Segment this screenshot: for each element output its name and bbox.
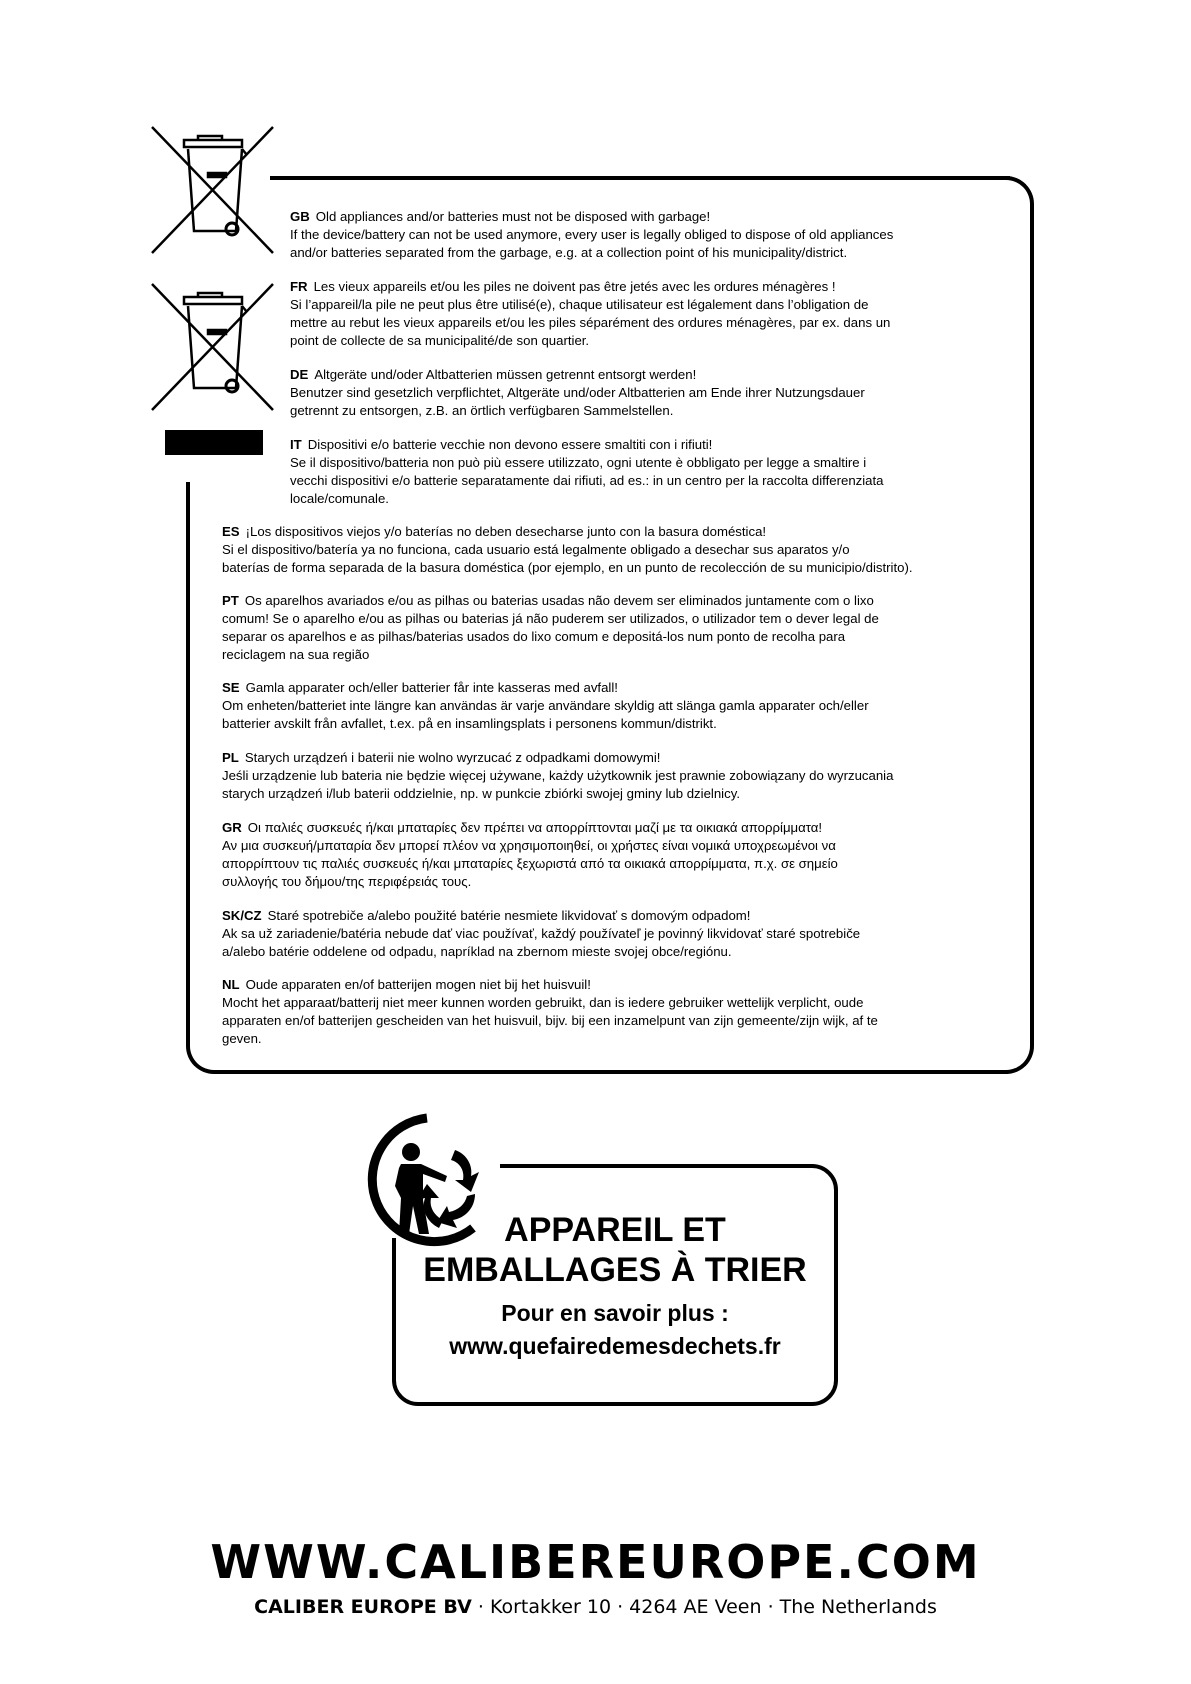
footer-website[interactable]: WWW.CALIBEREUROPE.COM bbox=[210, 1535, 981, 1589]
notice-line: point de collecte de sa municipalité/de son quartier. bbox=[290, 333, 590, 348]
notice-line: Benutzer sind gesetzlich verpflichtet, Altgeräte und/oder Altbatterien am Ende ihrer Nutzungsdauer bbox=[290, 385, 865, 400]
notice-line: Si l’appareil/la pile ne peut plus être utilisé(e), chaque utilisateur est légalement dans l’obligation de bbox=[290, 297, 869, 312]
triman-subtitle-line: Pour en savoir plus : bbox=[501, 1300, 729, 1326]
notice-heading: Oude apparaten en/of batterijen mogen niet bij het huisvuil! bbox=[245, 977, 591, 992]
notice-line: baterías de forma separada de la basura doméstica (por ejemplo, en un punto de recolección de su municipio/distrito). bbox=[222, 560, 913, 575]
notice-nl bbox=[222, 976, 878, 1048]
crossed-out-wheelie-bin-icon bbox=[150, 125, 275, 255]
notice-heading: Οι παλιές συσκευές ή/και μπαταρίες δεν πρέπει να απορρίπτονται μαζί με τα οικιακά απορρίμματα! bbox=[247, 820, 823, 835]
notice-heading: Staré spotrebiče a/alebo použité batérie nesmiete likvidovať s domovým odpadom! bbox=[267, 908, 751, 923]
frame-corner-bottom-right bbox=[1002, 1040, 1034, 1074]
triman-title bbox=[400, 1210, 830, 1290]
language-code: PT bbox=[222, 593, 239, 608]
language-code: GB bbox=[290, 209, 310, 224]
notice-heading: Gamla apparater och/eller batterier får inte kasseras med avfall! bbox=[245, 680, 618, 695]
notice-line: reciclagem na sua região bbox=[222, 647, 370, 662]
notice-line: Om enheten/batteriet inte längre kan användas är varje användare skyldig att slänga gamla apparater och/eller bbox=[222, 698, 869, 713]
notice-se bbox=[222, 679, 869, 733]
notice-es bbox=[222, 523, 913, 577]
language-code: NL bbox=[222, 977, 240, 992]
notice-line: If the device/battery can not be used anymore, every user is legally obliged to dispose of old appliances bbox=[290, 227, 894, 242]
language-code: FR bbox=[290, 279, 308, 294]
notice-line: getrennt zu entsorgen, z.B. an örtlich verfügbaren Sammelstellen. bbox=[290, 403, 674, 418]
notice-line: Αν μια συσκευή/μπαταρία δεν μπορεί πλέον να χρησιμοποιηθεί, οι χρήστες είναι νομικά υποχρεωμένοι να bbox=[222, 838, 836, 853]
frame-border-top bbox=[270, 176, 1010, 180]
frame-border-left bbox=[186, 482, 190, 1044]
crossed-out-wheelie-bin-icon bbox=[150, 282, 275, 412]
notice-heading: ¡Los dispositivos viejos y/o baterías no deben desecharse junto con la basura doméstica! bbox=[245, 524, 767, 539]
language-code: IT bbox=[290, 437, 302, 452]
triman-title-line: EMBALLAGES À TRIER bbox=[423, 1251, 807, 1289]
language-code: SK/CZ bbox=[222, 908, 262, 923]
language-code: PL bbox=[222, 750, 239, 765]
notice-heading: Old appliances and/or batteries must not be disposed with garbage! bbox=[315, 209, 711, 224]
triman-title-line: APPAREIL ET bbox=[504, 1211, 726, 1249]
notice-it bbox=[290, 436, 884, 508]
notice-heading: Dispositivi e/o batterie vecchie non devono essere smaltiti con i rifiuti! bbox=[307, 437, 713, 452]
language-code: ES bbox=[222, 524, 240, 539]
notice-line: comum! Se o aparelho e/ou as pilhas ou baterias já não puderem ser utilizados, o utilizador tem o dever legal de bbox=[222, 611, 879, 626]
language-code: DE bbox=[290, 367, 309, 382]
notice-line: Jeśli urządzenie lub bateria nie będzie więcej używane, każdy użytkownik jest prawnie zobowiązany do wyrzucania bbox=[222, 768, 894, 783]
footer-address bbox=[0, 1596, 1191, 1618]
notice-line: Se il dispositivo/batteria non può più essere utilizzato, ogni utente è obbligato per legge a smaltire i bbox=[290, 455, 867, 470]
notice-line: συλλογής του δήμου/της περιφέρειάς τους. bbox=[222, 874, 472, 889]
notice-line: starych urządzeń i/lub baterii oddzielnie, np. w punkcie zbiórki swojej gminy lub dzielnicy. bbox=[222, 786, 740, 801]
notice-gr bbox=[222, 819, 838, 891]
frame-corner-top-right bbox=[1002, 176, 1034, 208]
frame-border-right bbox=[1030, 206, 1034, 1044]
notice-line: Mocht het apparaat/batterij niet meer kunnen worden gebruikt, dan is iedere gebruiker wettelijk verplicht, oude bbox=[222, 995, 864, 1010]
notice-sk-cz bbox=[222, 907, 860, 961]
notice-line: Si el dispositivo/batería ya no funciona, cada usuario está legalmente obligado a desechar sus aparatos y/o bbox=[222, 542, 850, 557]
notice-line: locale/comunale. bbox=[290, 491, 389, 506]
notice-line: apparaten en/of batterijen gescheiden van het huisvuil, bijv. bij een inzamelpunt van zijn gemeente/zijn wijk, af te bbox=[222, 1013, 878, 1028]
frame-corner-bottom-left bbox=[186, 1040, 220, 1074]
notice-line: batterier avskilt från avfallet, t.ex. på en insamlingsplats i personens kommun/distrikt. bbox=[222, 716, 717, 731]
company-name: CALIBER EUROPE BV bbox=[254, 1596, 472, 1618]
notice-fr bbox=[290, 278, 890, 350]
notice-line: and/or batteries separated from the garbage, e.g. at a collection point of his municipality/district. bbox=[290, 245, 848, 260]
notice-line: geven. bbox=[222, 1031, 262, 1046]
company-address: · Kortakker 10 · 4264 AE Veen · The Netherlands bbox=[477, 1596, 937, 1618]
triman-website-link[interactable]: www.quefairedemesdechets.fr bbox=[449, 1333, 781, 1359]
notice-heading: Les vieux appareils et/ou les piles ne doivent pas être jetés avec les ordures ménagères ! bbox=[313, 279, 836, 294]
frame-border-bottom bbox=[218, 1070, 1008, 1074]
language-code: GR bbox=[222, 820, 242, 835]
separate-collection-bar bbox=[165, 430, 263, 455]
notice-de bbox=[290, 366, 865, 420]
triman-subtitle bbox=[400, 1297, 830, 1363]
notice-line: separar os aparelhos e as pilhas/baterias usados do lixo comum e depositá-los num ponto de recolha para bbox=[222, 629, 846, 644]
notice-gb bbox=[290, 208, 893, 262]
notice-heading: Os aparelhos avariados e/ou as pilhas ou baterias usadas não devem ser eliminados juntamente com o lixo bbox=[244, 593, 874, 608]
notice-heading: Altgeräte und/oder Altbatterien müssen getrennt entsorgt werden! bbox=[314, 367, 697, 382]
notice-heading: Starych urządzeń i baterii nie wolno wyrzucać z odpadkami domowymi! bbox=[244, 750, 661, 765]
notice-line: Ak sa už zariadenie/batéria nebude dať viac používať, každý používateľ je povinný likvidovať staré spotrebiče bbox=[222, 926, 861, 941]
notice-pt bbox=[222, 592, 879, 664]
notice-line: απορρίπτουν τις παλιές συσκευές ή/και μπαταρίες ξεχωριστά από τα οικιακά απορρίμματα, π.χ. σε σημείο bbox=[222, 856, 838, 871]
notice-pl bbox=[222, 749, 893, 803]
notice-line: mettre au rebut les vieux appareils et/ou les piles séparément des ordures ménagères, par ex. dans un bbox=[290, 315, 891, 330]
language-code: SE bbox=[222, 680, 240, 695]
notice-line: vecchi dispositivi e/o batterie separatamente dai rifiuti, ad es.: in un centro per la raccolta differenziata bbox=[290, 473, 884, 488]
notice-line: a/alebo batérie oddelene od odpadu, napríklad na zbernom mieste svojej obce/regiónu. bbox=[222, 944, 732, 959]
